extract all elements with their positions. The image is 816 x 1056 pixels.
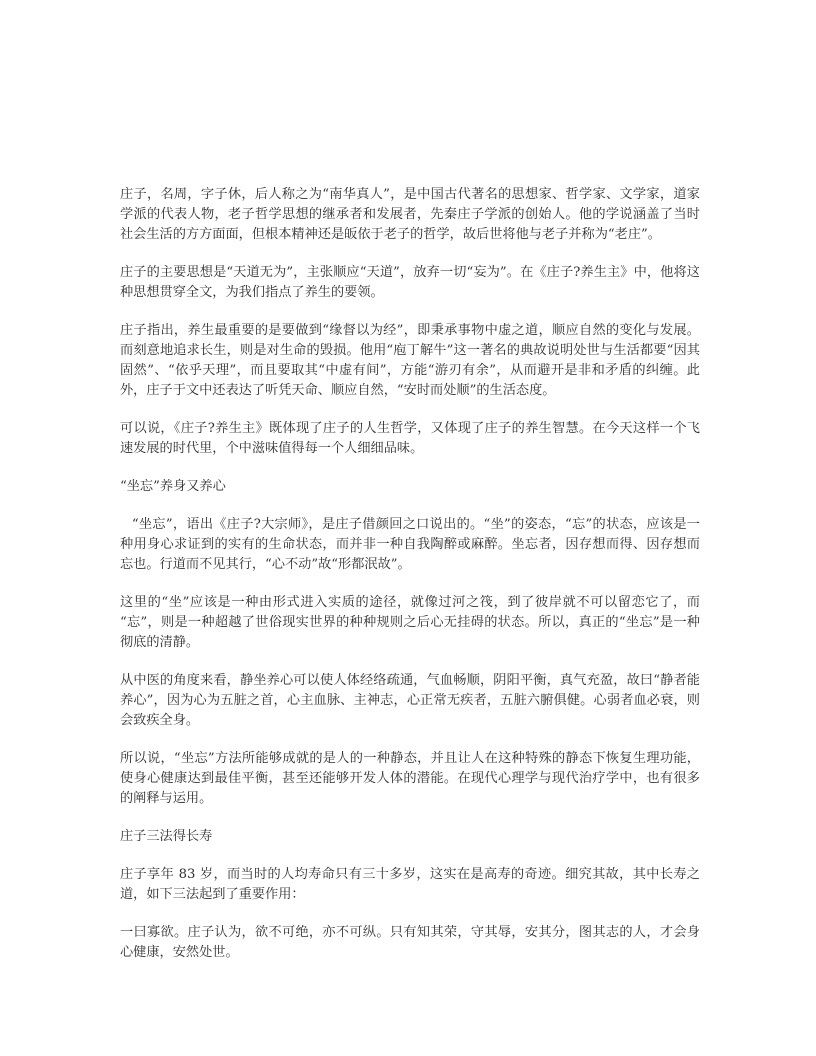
paragraph-yangsheng-principle: 庄子指出，养生最重要的是要做到“缘督以为经”，即秉承事物中虚之道，顺应自然的变化与发展。而刻意地追求长生，则是对生命的毁损。他用“庖丁解牛”这一著名的典故说明处世与生活都要“因其固然”、“依乎天理”，而且要取其“中虚有间”，方能“游刃有余”，从而避开是非和矛盾的纠缠。此外，庄子于文中还表达了听凭天命、顺应自然，“安时而处顺”的生活态度。 [120,323,700,398]
paragraph-main-thought: 庄子的主要思想是“天道无为”，主张顺应“天道”，放弃一切“妄为”。在《庄子?养生主》中，他将这种思想贯穿全文，为我们指点了养生的要领。 [120,265,700,300]
paragraph-longevity-intro: 庄子享年 83 岁，而当时的人均寿命只有三十多岁，这实在是高寿的奇迹。细究其故，其中长寿之道，如下三法起到了重要作用： [120,867,700,902]
paragraph-tcm-perspective: 从中医的角度来看，静坐养心可以使人体经络疏通，气血畅顺，阴阳平衡，真气充盈，故曰“静者能养心”，因为心为五脏之首，心主血脉、主神志，心正常无疾者，五脏六腑俱健。心弱者血必衰，则会致疾全身。 [120,673,700,728]
document-text-body [120,185,700,963]
paragraph-intro-zhuangzi: 庄子，名周，字子休，后人称之为“南华真人”，是中国古代著名的思想家、哲学家、文学家，道家学派的代表人物，老子哲学思想的继承者和发展者，先秦庄子学派的创始人。他的学说涵盖了当时社会生活的方方面面，但根本精神还是皈依于老子的哲学，故后世将他与老子并称为“老庄”。 [120,187,700,242]
paragraph-zuowang-definition: “坐忘”，语出《庄子?大宗师》，是庄子借颜回之口说出的。“坐”的姿态，“忘”的状态，应该是一种用身心求证到的实有的生命状态，而并非一种自我陶醉或麻醉。坐忘者，因存想而得、因存想而忘也。行道而不见其行，“心不动”故“形都泯故”。 [120,517,700,572]
paragraph-method-one-guayu: 一曰寡欲。庄子认为，欲不可绝，亦不可纵。只有知其荣，守其辱，安其分，图其志的人，才会身心健康，安然处世。 [120,925,700,960]
paragraph-zuo-and-wang: 这里的“坐”应该是一种由形式进入实质的途径，就像过河之筏，到了彼岸就不可以留恋它了，而“忘”，则是一种超越了世俗现实世界的种种规则之后心无挂碍的状态。所以，真正的“坐忘”是一种彻底的清静。 [120,595,700,650]
heading-zuowang: “坐忘”养身又养心 [120,479,226,494]
paragraph-zuowang-benefits: 所以说，“坐忘”方法所能够成就的是人的一种静态，并且让人在这种特殊的静态下恢复生理功能，使身心健康达到最佳平衡，甚至还能够开发人体的潜能。在现代心理学与现代治疗学中，也有很多的阐释与运用。 [120,751,700,806]
heading-three-methods-longevity: 庄子三法得长寿 [120,829,213,844]
paragraph-yangshengzhu-summary: 可以说，《庄子?养生主》既体现了庄子的人生哲学，又体现了庄子的养生智慧。在今天这样一个飞速发展的时代里，个中滋味值得每一个人细细品味。 [120,421,700,456]
